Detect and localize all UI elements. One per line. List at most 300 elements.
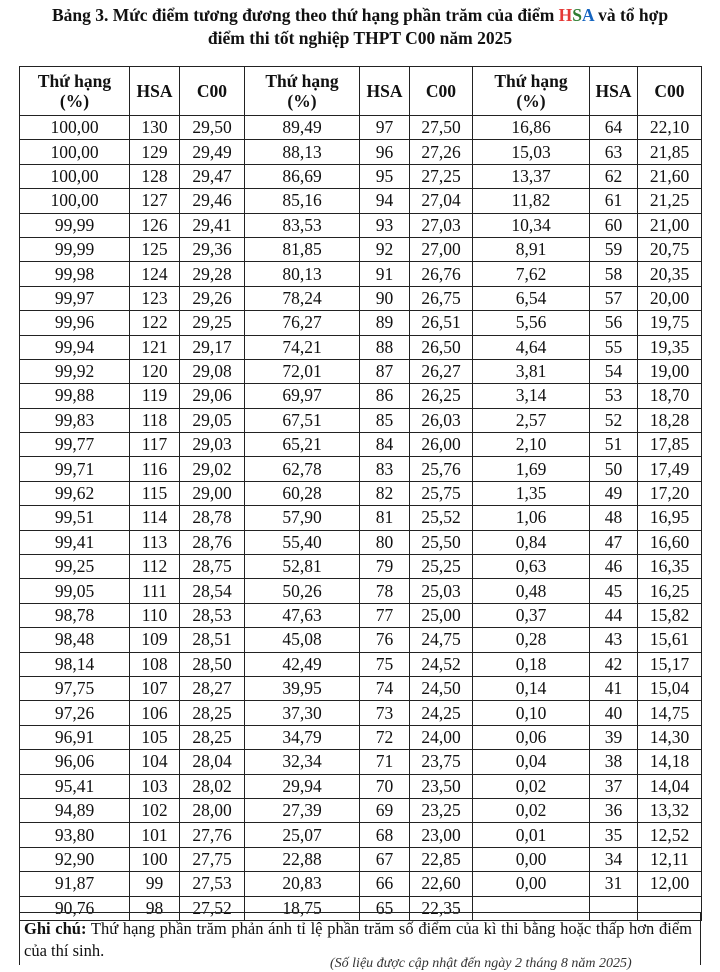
table-cell: 0,00 xyxy=(473,847,590,871)
table-row xyxy=(20,774,702,798)
table-cell: 7,62 xyxy=(473,262,590,286)
table-title xyxy=(0,4,720,50)
table-cell: 69 xyxy=(360,798,410,822)
table-row xyxy=(20,286,702,310)
table-cell: 0,00 xyxy=(473,872,590,896)
table-cell: 99,88 xyxy=(20,384,130,408)
table-cell: 27,75 xyxy=(180,847,245,871)
table-cell: 65,21 xyxy=(245,433,360,457)
table-cell: 32,34 xyxy=(245,750,360,774)
table-cell: 29,36 xyxy=(180,237,245,261)
table-cell: 46 xyxy=(590,555,638,579)
table-row xyxy=(20,823,702,847)
table-cell: 27,50 xyxy=(410,116,473,140)
table-cell: 72,01 xyxy=(245,359,360,383)
table-cell: 43 xyxy=(590,628,638,652)
table-cell: 122 xyxy=(130,311,180,335)
table-cell: 26,76 xyxy=(410,262,473,286)
table-row xyxy=(20,652,702,676)
table-row xyxy=(20,506,702,530)
table-cell: 91,87 xyxy=(20,872,130,896)
table-cell: 91 xyxy=(360,262,410,286)
table-cell: 15,61 xyxy=(638,628,702,652)
table-cell: 110 xyxy=(130,603,180,627)
table-cell: 61 xyxy=(590,189,638,213)
table-cell: 119 xyxy=(130,384,180,408)
hsa-letter-a: A xyxy=(582,5,594,25)
table-cell: 22,35 xyxy=(410,896,473,920)
table-cell: 39 xyxy=(590,725,638,749)
table-cell: 19,00 xyxy=(638,359,702,383)
table-cell: 38 xyxy=(590,750,638,774)
table-cell: 99,05 xyxy=(20,579,130,603)
table-cell: 89 xyxy=(360,311,410,335)
table-cell: 78 xyxy=(360,579,410,603)
table-row xyxy=(20,847,702,871)
table-cell: 69,97 xyxy=(245,384,360,408)
table-header-row xyxy=(20,67,702,116)
table-cell: 118 xyxy=(130,408,180,432)
table-cell: 29,05 xyxy=(180,408,245,432)
table-cell: 45,08 xyxy=(245,628,360,652)
table-cell: 126 xyxy=(130,213,180,237)
table-cell: 99,92 xyxy=(20,359,130,383)
table-cell: 1,35 xyxy=(473,481,590,505)
score-table xyxy=(19,66,702,921)
table-row xyxy=(20,164,702,188)
table-cell: 16,95 xyxy=(638,506,702,530)
table-cell: 83,53 xyxy=(245,213,360,237)
table-cell: 42,49 xyxy=(245,652,360,676)
table-cell: 35 xyxy=(590,823,638,847)
table-cell: 29,03 xyxy=(180,433,245,457)
table-cell: 16,60 xyxy=(638,530,702,554)
table-cell: 97,26 xyxy=(20,701,130,725)
table-cell: 29,26 xyxy=(180,286,245,310)
table-cell: 49 xyxy=(590,481,638,505)
table-cell: 2,57 xyxy=(473,408,590,432)
table-cell: 40 xyxy=(590,701,638,725)
table-cell: 14,75 xyxy=(638,701,702,725)
table-cell: 25,75 xyxy=(410,481,473,505)
table-cell: 95,41 xyxy=(20,774,130,798)
table-cell: 27,39 xyxy=(245,798,360,822)
table-cell: 21,25 xyxy=(638,189,702,213)
table-cell: 99,62 xyxy=(20,481,130,505)
source-caption: (Số liệu được cập nhật đến ngày 2 tháng 8 năm 2025) xyxy=(330,956,632,971)
table-cell: 29,17 xyxy=(180,335,245,359)
table-cell: 22,60 xyxy=(410,872,473,896)
table-cell: 99,83 xyxy=(20,408,130,432)
table-cell: 99,25 xyxy=(20,555,130,579)
table-cell: 80,13 xyxy=(245,262,360,286)
table-row xyxy=(20,530,702,554)
table-cell: 27,00 xyxy=(410,237,473,261)
table-cell: 20,35 xyxy=(638,262,702,286)
column-header: C00 xyxy=(410,67,473,116)
table-cell: 65 xyxy=(360,896,410,920)
title-line-2: điểm thi tốt nghiệp THPT C00 năm 2025 xyxy=(207,28,513,48)
table-cell: 0,37 xyxy=(473,603,590,627)
table-cell: 99 xyxy=(130,872,180,896)
table-cell: 52 xyxy=(590,408,638,432)
table-cell: 26,75 xyxy=(410,286,473,310)
table-cell: 20,75 xyxy=(638,237,702,261)
table-cell: 29,46 xyxy=(180,189,245,213)
table-cell: 17,49 xyxy=(638,457,702,481)
table-cell: 24,50 xyxy=(410,676,473,700)
table-cell: 82 xyxy=(360,481,410,505)
table-cell: 59 xyxy=(590,237,638,261)
table-cell: 18,28 xyxy=(638,408,702,432)
table-cell: 57,90 xyxy=(245,506,360,530)
table-cell: 23,00 xyxy=(410,823,473,847)
table-row xyxy=(20,457,702,481)
table-cell: 83 xyxy=(360,457,410,481)
table-cell: 92,90 xyxy=(20,847,130,871)
table-row xyxy=(20,676,702,700)
table-cell: 23,50 xyxy=(410,774,473,798)
table-cell: 98,14 xyxy=(20,652,130,676)
table-cell: 19,75 xyxy=(638,311,702,335)
table-cell: 55 xyxy=(590,335,638,359)
table-cell: 99,71 xyxy=(20,457,130,481)
table-row xyxy=(20,311,702,335)
table-row xyxy=(20,750,702,774)
table-cell: 1,69 xyxy=(473,457,590,481)
table-cell: 105 xyxy=(130,725,180,749)
table-cell: 15,17 xyxy=(638,652,702,676)
footnote-label: Ghi chú: xyxy=(24,919,87,938)
table-cell: 28,78 xyxy=(180,506,245,530)
table-cell: 3,14 xyxy=(473,384,590,408)
table-cell: 15,82 xyxy=(638,603,702,627)
table-cell: 6,54 xyxy=(473,286,590,310)
column-header: Thứ hạng (%) xyxy=(20,67,130,116)
table-cell: 13,37 xyxy=(473,164,590,188)
table-cell: 31 xyxy=(590,872,638,896)
table-cell: 42 xyxy=(590,652,638,676)
table-cell: 67 xyxy=(360,847,410,871)
table-cell: 0,02 xyxy=(473,798,590,822)
table-cell: 106 xyxy=(130,701,180,725)
table-cell: 27,53 xyxy=(180,872,245,896)
table-cell: 101 xyxy=(130,823,180,847)
table-row xyxy=(20,701,702,725)
table-cell: 28,25 xyxy=(180,701,245,725)
table-cell: 26,00 xyxy=(410,433,473,457)
table-cell: 123 xyxy=(130,286,180,310)
table-cell: 98,78 xyxy=(20,603,130,627)
table-cell: 25,76 xyxy=(410,457,473,481)
table-cell: 0,18 xyxy=(473,652,590,676)
table-cell: 28,25 xyxy=(180,725,245,749)
table-cell: 90 xyxy=(360,286,410,310)
table-cell: 34 xyxy=(590,847,638,871)
table-cell: 24,75 xyxy=(410,628,473,652)
hsa-letter-h: H xyxy=(558,5,573,25)
table-cell: 27,26 xyxy=(410,140,473,164)
table-cell: 93 xyxy=(360,213,410,237)
table-cell: 16,25 xyxy=(638,579,702,603)
table-cell: 21,00 xyxy=(638,213,702,237)
table-cell: 80 xyxy=(360,530,410,554)
table-cell: 15,04 xyxy=(638,676,702,700)
table-cell: 77 xyxy=(360,603,410,627)
table-row xyxy=(20,603,702,627)
table-cell: 27,52 xyxy=(180,896,245,920)
title-line-1: Bảng 3. Mức điểm tương đương theo thứ hạng phần trăm của điểm HSA và tổ hợp xyxy=(51,5,669,25)
table-cell: 99,99 xyxy=(20,213,130,237)
table-cell: 8,91 xyxy=(473,237,590,261)
table-cell: 19,35 xyxy=(638,335,702,359)
table-cell: 81,85 xyxy=(245,237,360,261)
table-cell: 18,75 xyxy=(245,896,360,920)
table-cell: 99,97 xyxy=(20,286,130,310)
table-cell: 3,81 xyxy=(473,359,590,383)
table-cell: 0,10 xyxy=(473,701,590,725)
table-cell: 70 xyxy=(360,774,410,798)
table-cell: 14,18 xyxy=(638,750,702,774)
table-cell: 129 xyxy=(130,140,180,164)
table-cell: 47,63 xyxy=(245,603,360,627)
column-header: Thứ hạng (%) xyxy=(245,67,360,116)
table-cell: 51 xyxy=(590,433,638,457)
table-cell: 99,99 xyxy=(20,237,130,261)
table-cell: 90,76 xyxy=(20,896,130,920)
table-cell: 108 xyxy=(130,652,180,676)
column-header: HSA xyxy=(130,67,180,116)
column-header: HSA xyxy=(360,67,410,116)
table-cell: 0,02 xyxy=(473,774,590,798)
table-cell: 79 xyxy=(360,555,410,579)
table-cell: 53 xyxy=(590,384,638,408)
table-cell: 25,00 xyxy=(410,603,473,627)
table-row xyxy=(20,237,702,261)
table-cell: 27,76 xyxy=(180,823,245,847)
table-cell: 26,50 xyxy=(410,335,473,359)
table-cell: 47 xyxy=(590,530,638,554)
table-cell: 88,13 xyxy=(245,140,360,164)
table-cell: 98,48 xyxy=(20,628,130,652)
table-cell: 29,47 xyxy=(180,164,245,188)
table-cell: 62,78 xyxy=(245,457,360,481)
table-cell: 100,00 xyxy=(20,164,130,188)
table-cell: 55,40 xyxy=(245,530,360,554)
table-cell: 54 xyxy=(590,359,638,383)
table-cell: 14,04 xyxy=(638,774,702,798)
table-cell: 28,02 xyxy=(180,774,245,798)
table-cell: 107 xyxy=(130,676,180,700)
table-row xyxy=(20,481,702,505)
table-body xyxy=(20,116,702,921)
table-cell: 0,06 xyxy=(473,725,590,749)
table-cell: 29,00 xyxy=(180,481,245,505)
table-cell: 41 xyxy=(590,676,638,700)
table-row xyxy=(20,725,702,749)
table-cell: 18,70 xyxy=(638,384,702,408)
table-cell: 23,75 xyxy=(410,750,473,774)
table-cell: 100,00 xyxy=(20,189,130,213)
table-cell: 29,49 xyxy=(180,140,245,164)
table-cell: 111 xyxy=(130,579,180,603)
table-cell: 25,03 xyxy=(410,579,473,603)
table-cell: 39,95 xyxy=(245,676,360,700)
table-cell: 12,52 xyxy=(638,823,702,847)
table-cell: 81 xyxy=(360,506,410,530)
table-cell: 92 xyxy=(360,237,410,261)
table-cell: 71 xyxy=(360,750,410,774)
table-cell: 99,96 xyxy=(20,311,130,335)
table-cell: 86 xyxy=(360,384,410,408)
table-cell: 10,34 xyxy=(473,213,590,237)
table-cell: 1,06 xyxy=(473,506,590,530)
table-cell: 24,25 xyxy=(410,701,473,725)
column-header: Thứ hạng (%) xyxy=(473,67,590,116)
table-cell: 16,86 xyxy=(473,116,590,140)
table-cell: 85,16 xyxy=(245,189,360,213)
table-cell: 104 xyxy=(130,750,180,774)
table-cell: 15,03 xyxy=(473,140,590,164)
table-row xyxy=(20,213,702,237)
table-cell: 24,52 xyxy=(410,652,473,676)
table-cell: 72 xyxy=(360,725,410,749)
table-cell: 97,75 xyxy=(20,676,130,700)
table-cell: 99,77 xyxy=(20,433,130,457)
table-cell: 29,02 xyxy=(180,457,245,481)
table-cell: 113 xyxy=(130,530,180,554)
table-cell: 63 xyxy=(590,140,638,164)
table-cell: 22,88 xyxy=(245,847,360,871)
table-cell: 45 xyxy=(590,579,638,603)
table-cell: 95 xyxy=(360,164,410,188)
table-cell: 116 xyxy=(130,457,180,481)
column-header: HSA xyxy=(590,67,638,116)
table-cell: 85 xyxy=(360,408,410,432)
table-cell: 125 xyxy=(130,237,180,261)
table-cell: 27,25 xyxy=(410,164,473,188)
table-row xyxy=(20,433,702,457)
table-cell: 0,63 xyxy=(473,555,590,579)
table-cell: 29,08 xyxy=(180,359,245,383)
table-cell: 86,69 xyxy=(245,164,360,188)
table-cell: 0,04 xyxy=(473,750,590,774)
table-cell: 2,10 xyxy=(473,433,590,457)
table-cell: 127 xyxy=(130,189,180,213)
table-cell: 94 xyxy=(360,189,410,213)
table-cell: 78,24 xyxy=(245,286,360,310)
table-row xyxy=(20,189,702,213)
table-cell: 25,07 xyxy=(245,823,360,847)
table-cell: 57 xyxy=(590,286,638,310)
table-cell: 28,04 xyxy=(180,750,245,774)
table-cell: 0,84 xyxy=(473,530,590,554)
hsa-letter-s: S xyxy=(572,5,583,25)
table-cell: 76 xyxy=(360,628,410,652)
table-cell: 52,81 xyxy=(245,555,360,579)
table-cell: 56 xyxy=(590,311,638,335)
table-cell: 73 xyxy=(360,701,410,725)
table-cell: 23,25 xyxy=(410,798,473,822)
table-row xyxy=(20,798,702,822)
table-cell: 100 xyxy=(130,847,180,871)
table-cell: 94,89 xyxy=(20,798,130,822)
table-cell: 13,32 xyxy=(638,798,702,822)
table-row xyxy=(20,408,702,432)
table-cell: 128 xyxy=(130,164,180,188)
table-cell: 48 xyxy=(590,506,638,530)
table-cell: 0,14 xyxy=(473,676,590,700)
table-cell: 20,00 xyxy=(638,286,702,310)
table-cell: 26,25 xyxy=(410,384,473,408)
table-cell: 16,35 xyxy=(638,555,702,579)
table-cell: 25,25 xyxy=(410,555,473,579)
table-cell: 4,64 xyxy=(473,335,590,359)
table-cell: 37 xyxy=(590,774,638,798)
table-cell: 99,94 xyxy=(20,335,130,359)
table-cell: 29,06 xyxy=(180,384,245,408)
table-row xyxy=(20,384,702,408)
table-cell: 27,04 xyxy=(410,189,473,213)
table-cell: 124 xyxy=(130,262,180,286)
table-cell: 96,06 xyxy=(20,750,130,774)
table-cell: 37,30 xyxy=(245,701,360,725)
table-cell: 120 xyxy=(130,359,180,383)
table-cell: 60 xyxy=(590,213,638,237)
table-cell: 29,28 xyxy=(180,262,245,286)
table-cell: 26,27 xyxy=(410,359,473,383)
table-row xyxy=(20,579,702,603)
table-cell: 24,00 xyxy=(410,725,473,749)
table-cell: 64 xyxy=(590,116,638,140)
table-cell: 114 xyxy=(130,506,180,530)
table-cell: 27,03 xyxy=(410,213,473,237)
table-cell: 0,01 xyxy=(473,823,590,847)
table-cell: 88 xyxy=(360,335,410,359)
table-cell: 74 xyxy=(360,676,410,700)
table-cell: 28,27 xyxy=(180,676,245,700)
table-cell: 14,30 xyxy=(638,725,702,749)
table-cell: 29,50 xyxy=(180,116,245,140)
table-cell: 89,49 xyxy=(245,116,360,140)
table-cell: 22,85 xyxy=(410,847,473,871)
table-cell: 28,75 xyxy=(180,555,245,579)
table-cell: 100,00 xyxy=(20,116,130,140)
table-cell: 99,98 xyxy=(20,262,130,286)
table-row xyxy=(20,140,702,164)
column-header: C00 xyxy=(638,67,702,116)
table-cell: 25,50 xyxy=(410,530,473,554)
table-cell: 22,10 xyxy=(638,116,702,140)
table-cell: 98 xyxy=(130,896,180,920)
table-cell: 62 xyxy=(590,164,638,188)
table-cell: 29,94 xyxy=(245,774,360,798)
table-cell: 26,51 xyxy=(410,311,473,335)
table-cell: 28,76 xyxy=(180,530,245,554)
table-cell: 60,28 xyxy=(245,481,360,505)
table-cell: 29,41 xyxy=(180,213,245,237)
table-cell: 66 xyxy=(360,872,410,896)
table-cell: 50,26 xyxy=(245,579,360,603)
table-cell: 67,51 xyxy=(245,408,360,432)
table-cell: 75 xyxy=(360,652,410,676)
table-cell: 96 xyxy=(360,140,410,164)
table-cell: 87 xyxy=(360,359,410,383)
table-row xyxy=(20,262,702,286)
table-cell: 21,60 xyxy=(638,164,702,188)
table-cell: 21,85 xyxy=(638,140,702,164)
table-cell: 76,27 xyxy=(245,311,360,335)
